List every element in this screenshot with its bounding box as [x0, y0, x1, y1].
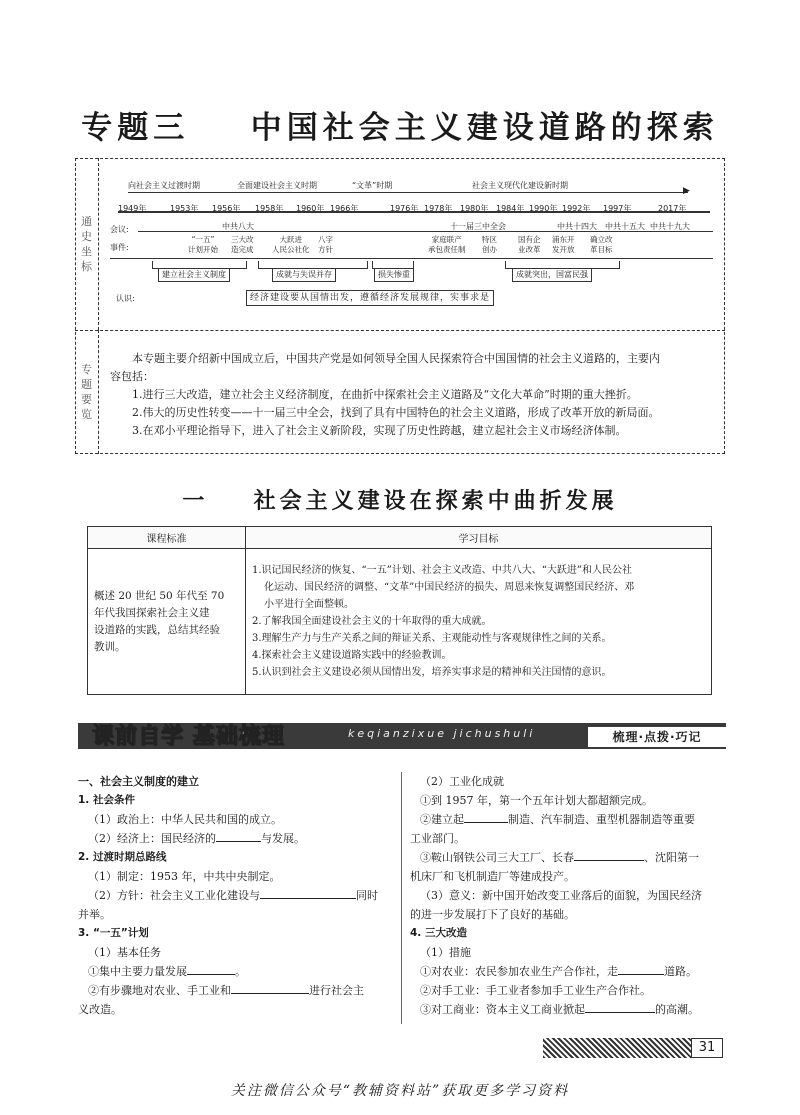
goal-line: 小平进行全面整顿。	[264, 599, 354, 610]
text-line: （2）工业化成就	[420, 775, 504, 788]
page-title	[0, 102, 800, 147]
section-title	[0, 484, 800, 515]
column-divider	[401, 772, 402, 1024]
evaluation-box: 损失惨重	[374, 268, 414, 282]
summary-item: 3.在邓小平理论指导下，进入了社会主义新阶段，实现了历史性跨越，建立起社会主义市场经济体制。	[132, 424, 627, 437]
page-number-bar	[543, 1038, 723, 1058]
text-line: ③鞍山钢铁公司三大工厂、长春 、沈阳第一	[420, 851, 699, 864]
year-label: 1992年	[562, 204, 591, 213]
period-label: 向社会主义过渡时期	[128, 181, 200, 190]
text-line: ①到 1957 年，第一个五年计划大都超额完成。	[420, 794, 653, 807]
text-line: 义改造。	[78, 1003, 122, 1016]
banner-pinyin: keqianzixue jichushuli	[348, 727, 536, 740]
timeline-side-label: 通 史 坐 标	[75, 158, 99, 330]
event-item: 国有企 业改革	[518, 235, 541, 254]
event-item: 浦东开 发开放	[552, 235, 575, 254]
meeting-item: 十一届三中全会	[450, 222, 506, 231]
evaluation-box: 建立社会主义制度	[158, 268, 230, 282]
text-line: 的进一步发展打下了良好的基础。	[410, 908, 575, 921]
goal-line: 1.识记国民经济的恢复、“一五”计划、社会主义改造、中共八大、“大跃进”和人民公社	[252, 565, 632, 576]
meeting-item: 中共十九大	[650, 222, 690, 231]
summary-intro-cont: 容包括：	[110, 370, 154, 383]
year-label: 1978年	[424, 204, 453, 213]
year-label: 1956年	[212, 204, 241, 213]
year-label: 1990年	[529, 204, 558, 213]
table-header: 学习目标	[246, 527, 712, 549]
event-item: 大跃进 人民公社化	[272, 235, 310, 254]
right-column	[410, 772, 728, 1019]
text-line: ③对工商业：资本主义工商业掀起 的高潮。	[420, 1003, 699, 1016]
meeting-item: 中共十四大	[557, 222, 597, 231]
frame-divider	[75, 330, 725, 331]
year-label: 1980年	[460, 204, 489, 213]
text-line: ①对农业：农民参加农业生产合作社，走 道路。	[420, 965, 697, 978]
goal-line: 4.探索社会主义建设道路实践中的经验教训。	[252, 650, 452, 661]
page-number: 31	[691, 1038, 723, 1058]
banner-title: 课前自学 基础梳理	[92, 724, 285, 749]
text-line: ②有步骤地对农业、手工业和 进行社会主	[88, 984, 364, 997]
subheading: 2. 过渡时期总路线	[78, 851, 167, 863]
arrow-head-icon: ▶	[683, 186, 690, 196]
fill-blank[interactable]	[187, 963, 235, 975]
left-column	[78, 772, 396, 1019]
goal-line: 5.认识到社会主义建设必须从国情出发，培养实事求是的精神和关注国情的意识。	[252, 667, 612, 678]
event-item: 八字 方针	[318, 235, 333, 254]
period-label: 社会主义现代化建设新时期	[472, 181, 568, 190]
evaluation-box: 成就与失误并存	[272, 268, 336, 282]
subheading: 1. 社会条件	[78, 794, 135, 806]
title-part1: 专题三	[81, 110, 190, 146]
text-line: （1）政治上：中华人民共和国的成立。	[88, 813, 282, 826]
insight-box: 经济建设要从国情出发，遵循经济发展规律，实事求是	[246, 290, 494, 306]
fill-blank[interactable]	[216, 830, 261, 842]
summary-item: 1.进行三大改造，建立社会主义经济制度，在曲折中探索社会主义道路及“文化大革命”时期的重大挫折。	[132, 388, 638, 401]
year-label: 2017年	[658, 204, 687, 213]
heading: 一、社会主义制度的建立	[78, 775, 199, 788]
year-label: 1949年	[118, 204, 147, 213]
event-item: 确立改 革目标	[590, 235, 613, 254]
text-line: 机床厂和飞机制造厂等建成投产。	[410, 870, 575, 883]
text-line: ①集中主要力量发展 。	[88, 965, 246, 978]
meeting-item: 中共十五大	[605, 222, 645, 231]
footer-note: 关注微信公众号“教辅资料站”获取更多学习资料	[230, 1083, 570, 1099]
subheading: 4. 三大改造	[410, 927, 467, 939]
meetings-label: 会议:	[110, 225, 129, 234]
table-header: 课程标准	[88, 527, 246, 549]
text-line: （2）经济上：国民经济的 与发展。	[88, 832, 305, 845]
fill-blank[interactable]	[260, 887, 356, 899]
events-line	[110, 258, 713, 259]
standards-table	[87, 526, 712, 695]
text-line: （2）方针：社会主义工业化建设与 同时	[88, 889, 378, 902]
text-line: （1）基本任务	[88, 946, 161, 959]
year-label: 1997年	[603, 204, 632, 213]
text-line: ②建立起 制造、汽车制造、重型机器制造等重要	[420, 813, 695, 826]
text-line: ②对手工业：手工业者参加手工业生产合作社。	[420, 984, 651, 997]
text-line: （1）制定：1953 年，中共中央制定。	[88, 870, 281, 883]
year-label: 1958年	[255, 204, 284, 213]
event-item: 家庭联产 承包责任制	[428, 235, 466, 254]
year-label: 1953年	[170, 204, 199, 213]
summary-side-label: 专 题 要 览	[75, 330, 99, 454]
events-label: 事件:	[110, 243, 129, 252]
learning-goals-cell	[246, 549, 712, 695]
fill-blank[interactable]	[574, 849, 644, 861]
text-line: 工业部门。	[410, 832, 465, 845]
insight-label: 认识:	[116, 294, 135, 303]
title-part2: 中国社会主义建设道路的探索	[250, 110, 719, 146]
period-label: “文革”时期	[352, 181, 393, 190]
year-label: 1984年	[496, 204, 525, 213]
goal-line: 3.理解生产力与生产关系之间的辩证关系、主观能动性与客观规律性之间的关系。	[252, 633, 612, 644]
course-standard-cell: 概述 20 世纪 50 年代至 70 年代我国探索社会主义建 设道路的实践，总结其经验 教训。	[88, 549, 246, 695]
meeting-item: 中共八大	[222, 222, 254, 231]
subheading: 3. “一五”计划	[78, 927, 149, 939]
goal-line: 2.了解我国全面建设社会主义的十年取得的重大成就。	[252, 616, 492, 627]
banner-tagline: 梳理·点拨·巧记	[588, 727, 726, 747]
text-line: （3）意义：新中国开始改变工业落后的面貌，为国民经济	[420, 889, 702, 902]
meetings-line	[138, 231, 713, 232]
fill-blank[interactable]	[231, 982, 309, 994]
section-text: 社会主义建设在探索中曲折发展	[253, 489, 618, 514]
event-item: 特区 创办	[482, 235, 497, 254]
fill-blank[interactable]	[464, 811, 508, 823]
period-arrow-line	[128, 192, 688, 193]
text-line: （1）措施	[420, 946, 471, 959]
summary-item: 2.伟大的历史性转变——十一届三中全会，找到了具有中国特色的社会主义道路，形成了改革开放的新局面。	[132, 406, 660, 419]
event-item: “一五” 计划开始	[188, 235, 218, 254]
year-label: 1960年	[296, 204, 325, 213]
goal-line: 化运动、国民经济的调整、“文革”中国民经济的损失、周恩来恢复调整国民经济、邓	[264, 582, 635, 593]
period-label: 全面建设社会主义时期	[237, 181, 317, 190]
section-number: 一	[182, 489, 209, 514]
text-line: 并举。	[78, 908, 111, 921]
event-item: 三大改 造完成	[231, 235, 254, 254]
year-label: 1966年	[330, 204, 359, 213]
fill-blank[interactable]	[585, 1001, 655, 1013]
summary-block	[110, 350, 715, 440]
evaluation-box: 成就突出，国富民强	[512, 268, 592, 282]
fill-blank[interactable]	[618, 963, 664, 975]
year-label: 1976年	[390, 204, 419, 213]
summary-intro: 本专题主要介绍新中国成立后，中国共产党是如何领导全国人民探索符合中国国情的社会主义道路的，主要内	[132, 352, 660, 365]
